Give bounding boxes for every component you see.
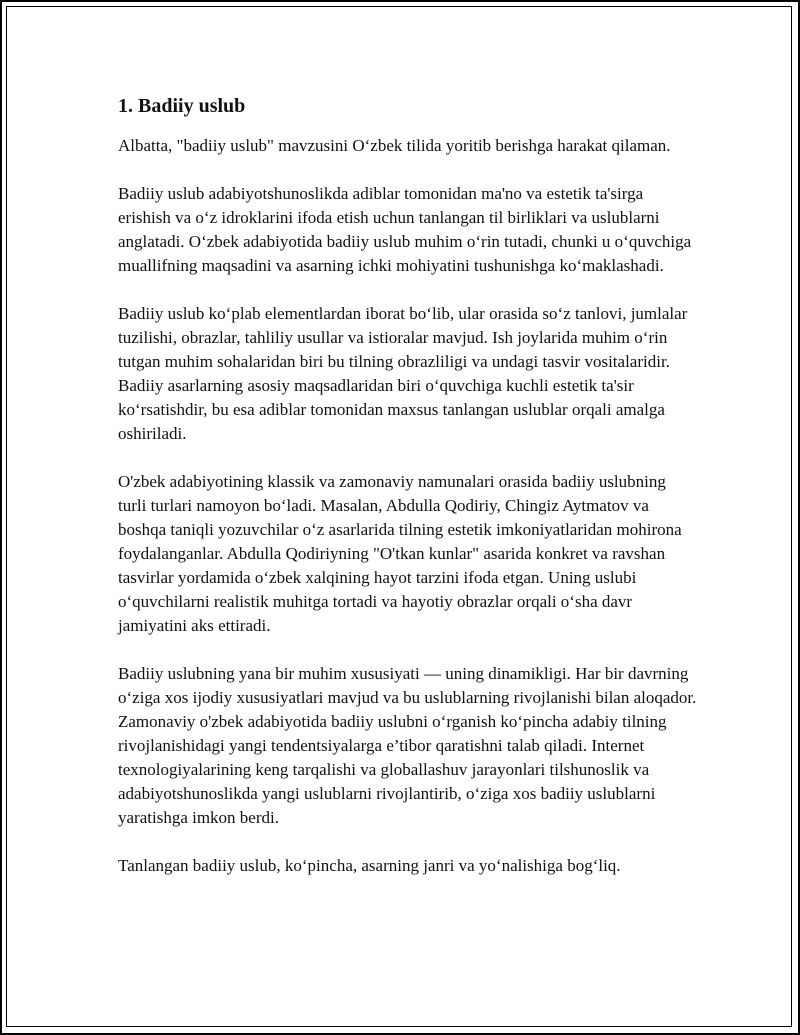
document-body [118,92,698,902]
paragraph-dynamics: Badiiy uslubning yana bir muhim xususiyati — uning dinamikligi. Har bir davrning o‘ziga xos ijodiy xususiyatlari mavjud va bu uslublarning rivojlanishi bilan aloqador. Zamonaviy o'zbek adabiyotida badiiy uslubni o‘rganish ko‘pincha adabiy tilning rivojlanishidagi yangi tendentsiyalarga e’tibor qaratishni talab qiladi. Internet texnologiyalarining keng tarqalishi va globallashuv jarayonlari tilshunoslik va adabiyotshunoslikda yangi uslublarni rivojlantirib, o‘ziga xos badiiy uslublarni yaratishga imkon berdi. [118,664,697,827]
paragraph-examples: O'zbek adabiyotining klassik va zamonaviy namunalari orasida badiiy uslubning turli turlari namoyon bo‘ladi. Masalan, Abdulla Qodiriy, Chingiz Aytmatov va boshqa taniqli yozuvchilar o‘z asarlarida tilning estetik imkoniyatlaridan mohirona foydalanganlar. Abdulla Qodiriyning "O'tkan kunlar" asarida konkret va ravshan tasvirlar yordamida o‘zbek xalqining hayot tarzini ifoda etgan. Uning uslubi o‘quvchilarni realistik muhitga tortadi va hayotiy obrazlar orqali o‘sha davr jamiyatini aks ettiradi. [118,472,682,635]
paragraph-intro: Albatta, "badiiy uslub" mavzusini O‘zbek tilida yoritib berishga harakat qilaman. [118,136,671,155]
section-heading: 1. Badiiy uslub [118,95,246,117]
paragraph-conclusion: Tanlangan badiiy uslub, ko‘pincha, asarning janri va yo‘nalishiga bog‘liq. [118,856,621,875]
paragraph-elements: Badiiy uslub ko‘plab elementlardan iborat bo‘lib, ular orasida so‘z tanlovi, jumlalar tuzilishi, obrazlar, tahliliy usullar va istioralar mavjud. Ish joylarida muhim o‘rin tutgan muhim sohalaridan biri bu tilning obrazliligi va undagi tasvir vositalaridir. Badiiy asarlarning asosiy maqsadlaridan biri o‘quvchiga kuchli estetik ta'sir ko‘rsatishdir, bu esa adiblar tomonidan maxsus tanlangan uslublar orqali amalga oshiriladi. [118,304,688,443]
paragraph-definition: Badiiy uslub adabiyotshunoslikda adiblar tomonidan ma'no va estetik ta'sirga erishish va o‘z idroklarini ifoda etish uchun tanlangan til birliklari va uslublarni anglatadi. O‘zbek adabiyotida badiiy uslub muhim o‘rin tutadi, chunki u o‘quvchiga muallifning maqsadini va asarning ichki mohiyatini tushunishga ko‘maklashadi. [118,184,692,275]
